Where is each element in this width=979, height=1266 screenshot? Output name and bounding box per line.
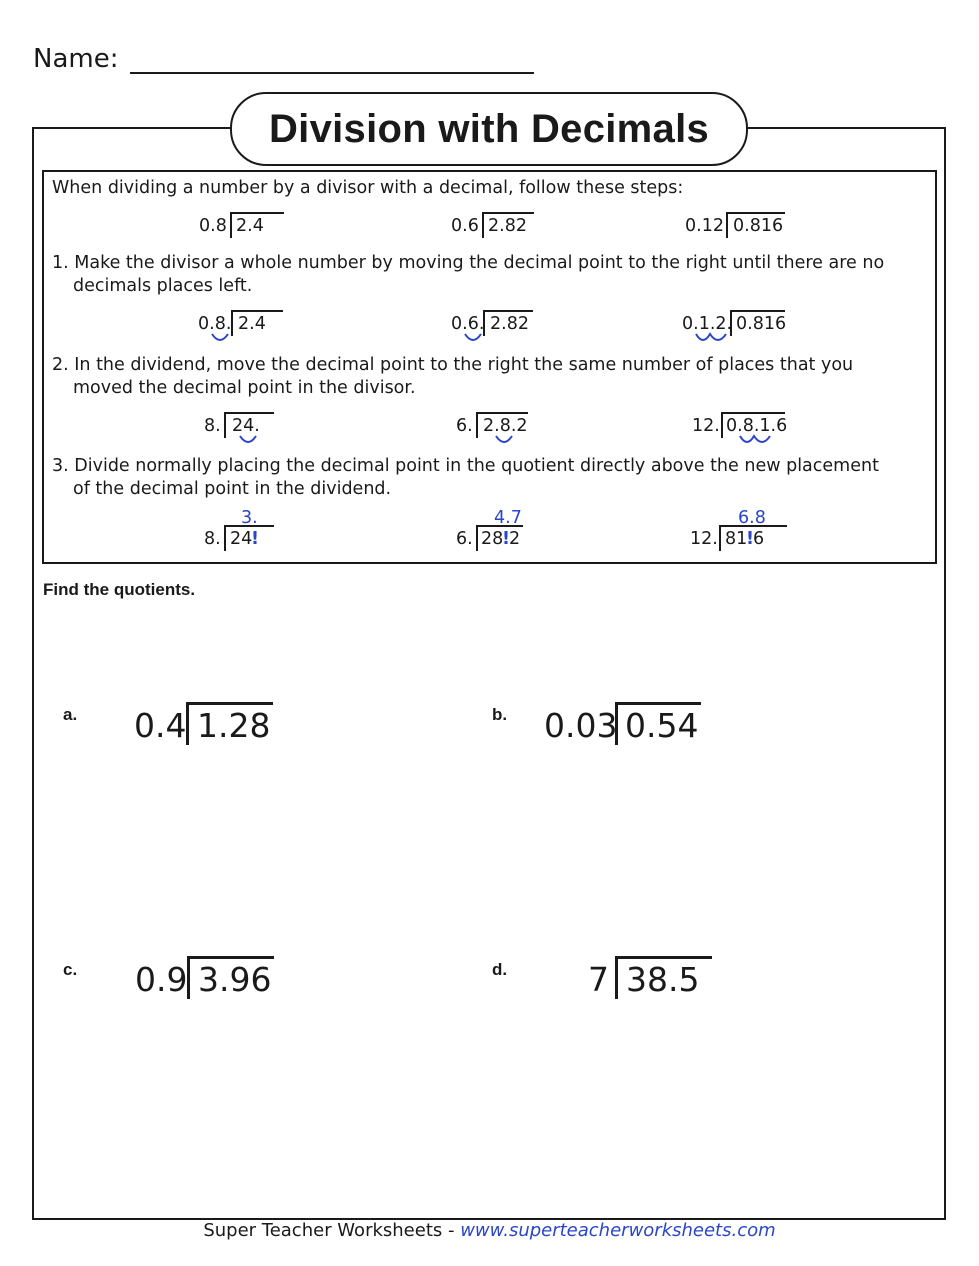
step-2-text: 2. In the dividend, move the decimal point to the right the same number of places that you [52, 355, 854, 375]
problem-label: c. [63, 960, 78, 979]
example-dividend: 0.816 [736, 314, 787, 334]
step-3-text: 3. Divide normally placing the decimal point in the quotient directly above the new placement [52, 456, 879, 476]
problem-label: a. [63, 705, 78, 724]
problem-dividend: 38.5 [626, 960, 700, 999]
example-divisor: 6. [456, 416, 473, 436]
name-label: Name: [33, 44, 119, 74]
footer-link[interactable]: www.superteacherworksheets.com [460, 1220, 776, 1241]
step-2-text-cont: moved the decimal point in the divisor. [73, 378, 416, 398]
problem-divisor: 0.03 [544, 706, 618, 745]
example-dividend-rest: 2 [509, 529, 521, 549]
decimal-arrow-icon: ! [251, 529, 259, 549]
problem-divisor: 0.4 [134, 706, 187, 745]
example-divisor: 6. [456, 529, 473, 549]
move-arrow-icon [694, 332, 728, 344]
problem-dividend: 1.28 [197, 706, 271, 745]
example-divisor: 8. [204, 416, 221, 436]
example-dividend: 28 [481, 529, 504, 549]
example-divisor: 12. [692, 416, 720, 436]
example-dividend-rest: 6 [753, 529, 765, 549]
problem-label: b. [492, 705, 508, 724]
example-quotient: 3. [241, 508, 258, 528]
problem-dividend: 0.54 [625, 706, 699, 745]
example-divisor: 0.6 [451, 216, 479, 236]
problem-label: d. [492, 960, 508, 979]
decimal-arrow-icon: ! [746, 529, 754, 549]
problem-divisor: 0.9 [135, 960, 188, 999]
example-dividend: 2.4 [236, 216, 264, 236]
move-arrow-icon [463, 332, 483, 344]
example-quotient: 4.7 [494, 508, 522, 528]
example-dividend: 0.816 [733, 216, 784, 236]
example-divisor: 0.8 [199, 216, 227, 236]
example-dividend: 81 [725, 529, 748, 549]
problem-divisor: 7 [588, 960, 609, 999]
example-divisor: 0.8. [198, 314, 232, 334]
name-input-line[interactable] [130, 72, 534, 74]
move-arrow-icon [210, 332, 230, 344]
example-dividend: 24. [232, 416, 260, 436]
example-dividend: 0.8.1.6 [726, 416, 788, 436]
example-dividend: 2.82 [488, 216, 527, 236]
page-title: Division with Decimals [230, 92, 748, 166]
move-arrow-icon [238, 434, 258, 446]
example-divisor: 12. [690, 529, 718, 549]
footer [0, 1220, 979, 1241]
instructions-intro: When dividing a number by a divisor with a decimal, follow these steps: [52, 178, 684, 198]
example-divisor: 8. [204, 529, 221, 549]
example-dividend: 2.82 [490, 314, 529, 334]
example-dividend: 2.8.2 [483, 416, 528, 436]
example-divisor: 0.6. [451, 314, 485, 334]
example-dividend: 2.4 [238, 314, 266, 334]
step-3-text-cont: of the decimal point in the dividend. [73, 479, 392, 499]
example-divisor: 0.12 [685, 216, 724, 236]
example-dividend: 24 [230, 529, 253, 549]
step-1-text: 1. Make the divisor a whole number by moving the decimal point to the right until there are no [52, 253, 885, 273]
problem-dividend: 3.96 [198, 960, 272, 999]
decimal-arrow-icon: ! [502, 529, 510, 549]
example-quotient: 6.8 [738, 508, 766, 528]
example-divisor: 0.1.2. [682, 314, 733, 334]
move-arrow-icon [738, 434, 772, 446]
footer-text: Super Teacher Worksheets - [203, 1220, 461, 1241]
problems-heading: Find the quotients. [43, 580, 196, 599]
step-1-text-cont: decimals places left. [73, 276, 253, 296]
move-arrow-icon [494, 434, 514, 446]
